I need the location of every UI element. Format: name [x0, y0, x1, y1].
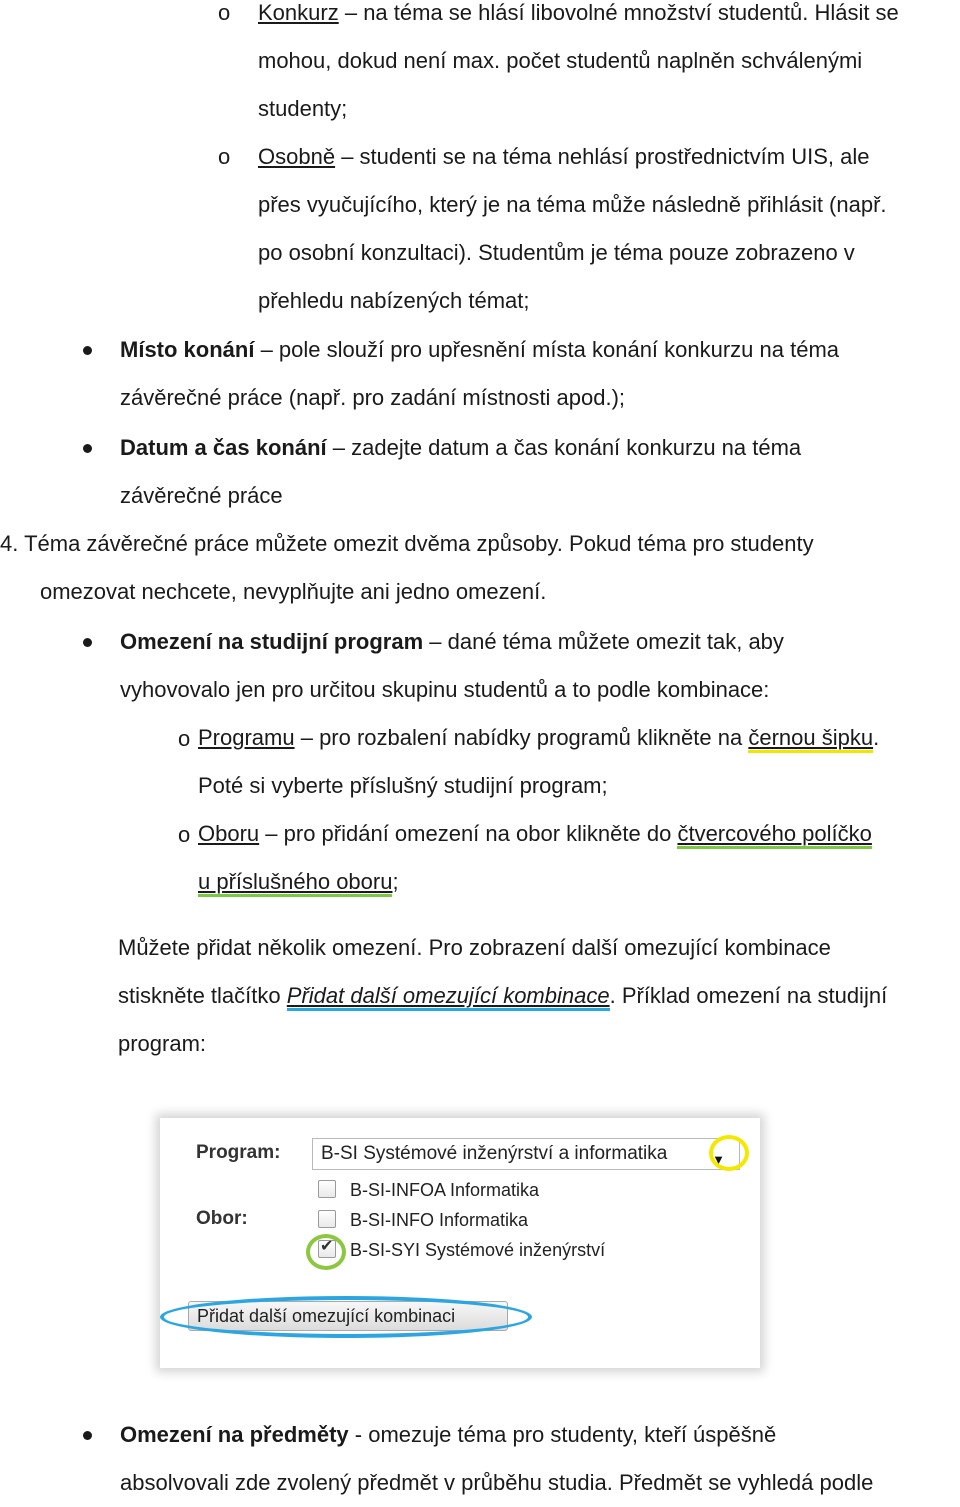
oboru-line-2 [198, 858, 960, 906]
misto-text: – pole slouží pro upřesnění místa konání konkurzu na téma [260, 337, 840, 362]
program-text: – dané téma můžete omezit tak, aby [429, 629, 784, 654]
highlight-ring-yellow [709, 1135, 749, 1171]
konkurz-text: – na téma se hlásí libovolné množství studentů. Hlásit se [344, 0, 899, 25]
programu-term: Programu [198, 725, 295, 750]
datum-line-2: závěrečné práce [120, 483, 283, 508]
programu-text: – pro rozbalení nabídky programů klikněte na [300, 725, 743, 750]
dropdown-arrow-icon[interactable]: ▼ [712, 1152, 725, 1167]
datum-text: – zadejte datum a čas konání konkurzu na téma [332, 435, 802, 460]
predmety-term: Omezení na předměty [120, 1422, 349, 1447]
program-line-1 [120, 618, 960, 666]
para-line-1: Můžete přidat několik omezení. Pro zobrazení další omezující kombinace [118, 935, 831, 960]
predmety-line-2: absolvovali zde zvolený předmět v průběhu studia. Předmět se vyhledá podle [120, 1470, 874, 1495]
item4-line-1: 4. Téma závěrečné práce můžete omezit dvěma způsoby. Pokud téma pro studenty [0, 531, 814, 556]
programu-end: . [873, 725, 880, 750]
bullet-icon [83, 1431, 92, 1440]
add-combination-button[interactable]: Přidat další omezující kombinaci [188, 1301, 508, 1331]
example-screenshot [160, 1118, 760, 1368]
misto-line-2: závěrečné práce (např. pro zadání místnosti apod.); [120, 385, 626, 410]
obor-option-label: B-SI-INFOA Informatika [350, 1180, 540, 1200]
program-label: Program: [196, 1142, 281, 1163]
obor-option[interactable] [318, 1240, 605, 1261]
para-end: . Příklad omezení na studijní [609, 983, 888, 1008]
misto-line-1 [120, 326, 960, 374]
sub-marker: o [178, 726, 191, 751]
program-line-2: vyhovovalo jen pro určitou skupinu studentů a to podle kombinace: [120, 677, 770, 702]
oboru-end: ; [392, 869, 399, 894]
programu-line-2: Poté si vyberte příslušný studijní program; [198, 773, 608, 798]
datum-term: Datum a čas konání [120, 435, 327, 460]
osobne-line-4: přehledu nabízených témat; [258, 288, 530, 313]
osobne-term: Osobně [258, 144, 336, 169]
osobne-line-3: po osobní konzultaci). Studentům je téma pouze zobrazeno v [258, 240, 855, 265]
item4-line-2: omezovat nechcete, nevyplňujte ani jedno omezení. [40, 579, 547, 604]
oboru-line-1 [198, 810, 960, 858]
add-combination-link: Přidat další omezující kombinace [287, 983, 610, 1011]
obor-option[interactable] [318, 1180, 539, 1201]
checkbox-icon[interactable] [318, 1180, 336, 1198]
predmety-text: - omezuje téma pro studenty, kteří úspěšně [354, 1422, 777, 1447]
konkurz-term: Konkurz [258, 0, 339, 25]
predmety-line-1 [120, 1411, 960, 1459]
bullet-icon [83, 346, 92, 355]
bullet-icon [83, 638, 92, 647]
checkbox-link-2: u příslušného oboru [198, 869, 392, 897]
para-line-3: program: [118, 1031, 207, 1056]
program-select-value: B-SI Systémové inženýrství a informatika [321, 1143, 668, 1164]
osobne-line-2: přes vyučujícího, který je na téma může následně přihlásit (např. [258, 192, 887, 217]
osobne-text: – studenti se na téma nehlásí prostřednictvím UIS, ale [341, 144, 870, 169]
konkurz-line-1 [258, 0, 954, 37]
programu-line-1 [198, 714, 960, 762]
obor-option[interactable] [318, 1210, 528, 1231]
para-line-2 [118, 972, 960, 1020]
oboru-text: – pro přidání omezení na obor klikněte do [265, 821, 672, 846]
bullet-icon [83, 444, 92, 453]
obor-option-label: B-SI-SYI Systémové inženýrství [350, 1240, 606, 1260]
sub-marker: o [218, 0, 231, 25]
misto-term: Místo konání [120, 337, 255, 362]
program-term: Omezení na studijní program [120, 629, 424, 654]
datum-line-1 [120, 424, 960, 472]
sub-marker: o [218, 144, 231, 169]
highlight-ring-green [306, 1234, 346, 1270]
oboru-term: Oboru [198, 821, 260, 846]
sub-marker: o [178, 822, 191, 847]
black-arrow-link: černou šipku [748, 725, 873, 753]
checkbox-link-1: čtvercového políčko [677, 821, 871, 849]
obor-option-label: B-SI-INFO Informatika [350, 1210, 529, 1230]
highlight-ring-blue [160, 1296, 532, 1338]
osobne-line-1 [258, 133, 960, 181]
checkbox-icon[interactable] [318, 1210, 336, 1228]
konkurz-line-3: studenty; [258, 96, 348, 121]
para-start: stiskněte tlačítko [118, 983, 281, 1008]
program-select[interactable] [312, 1138, 740, 1170]
obor-label: Obor: [196, 1208, 248, 1229]
konkurz-line-2: mohou, dokud není max. počet studentů naplněn schválenými [258, 48, 863, 73]
